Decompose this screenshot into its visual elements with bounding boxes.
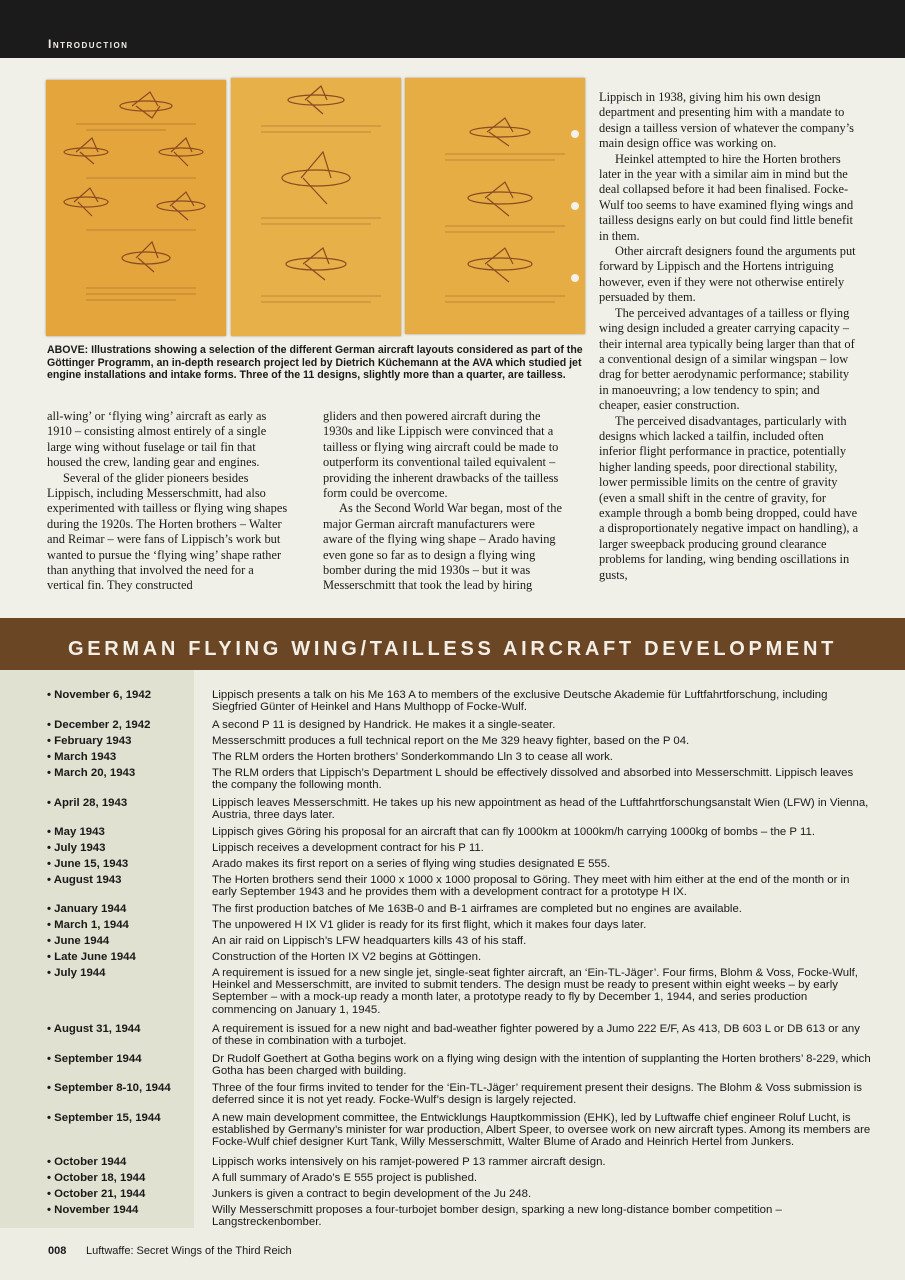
timeline-text: A second P 11 is designed by Handrick. He makes it a single-seater. xyxy=(212,719,556,731)
timeline-text: Three of the four firms invited to tender for the ‘Ein-TL-Jäger’ requirement present their designs. The Blohm & Voss submission is deferred since it is not yet ready. Focke-Wulf’s design is largely rejected. xyxy=(212,1082,862,1107)
timeline-text: Construction of the Horten IX V2 begins at Göttingen. xyxy=(212,951,482,963)
paragraph: The perceived advantages of a tailless or flying wing design included a greater carrying capacity – their internal area typically being larger than that of a conventional design of a similar wingspan – low drag for better aerodynamic performance; stability in manoeuvring; a low tendency to spin; and cheaper, easier construction. xyxy=(599,305,855,413)
timeline-text: A new main development committee, the Entwicklungs Hauptkommission (EHK), led by Luftwaffe chief engineer Roluf Lucht, is established by Germany’s minister for war production, Albert Speer, to oversee work on new aircraft types. Among its members are Focke-Wulf chief designer Kurt Tank, Willy Messerschmitt, Walter Blume of Arado and Heinrich Hertel from Junkers. xyxy=(212,1112,871,1149)
timeline-date: • May 1943 xyxy=(47,826,105,838)
timeline-text: Messerschmitt produces a full technical report on the Me 329 heavy fighter, based on the P 04. xyxy=(212,735,690,747)
timeline-date: • July 1943 xyxy=(47,842,106,854)
caption-text: Illustrations showing a selection of the different German aircraft layouts considered as part of the Göttinger Programm, an in-depth research project led by Dietrich Küchemann at the AVA which studied jet engine installations and intake forms. Three of the 11 designs, slightly more than a quarter, are tailless. xyxy=(47,344,583,382)
illustration-sheet-2 xyxy=(231,78,401,336)
timeline-text: Arado makes its first report on a series of flying wing studies designated E 555. xyxy=(212,858,611,870)
timeline-text: The first production batches of Me 163B-0 and B-1 airframes are completed but no engines are available. xyxy=(212,903,742,915)
article-column-2 xyxy=(323,409,567,594)
section-label: Introduction xyxy=(48,37,129,51)
timeline-text: The unpowered H IX V1 glider is ready for its first flight, which it makes four days later. xyxy=(212,919,647,931)
timeline-date: • September 15, 1944 xyxy=(47,1112,161,1124)
timeline-date: • June 1944 xyxy=(47,935,110,947)
timeline-text: Dr Rudolf Goethert at Gotha begins work on a flying wing design with the intention of supplanting the Horten brothers’ 8-229, which Gotha has been charged with building. xyxy=(212,1053,871,1078)
timeline-text: Lippisch gives Göring his proposal for an aircraft that can fly 1000km at 1000km/h carrying 1000kg of bombs – the P 11. xyxy=(212,826,815,838)
paragraph: Lippisch in 1938, giving him his own design department and presenting him with a mandate to design a tailless version of whatever the company’s main design office was working on. xyxy=(599,90,854,151)
illustration-sheet-3 xyxy=(405,78,585,334)
publication-title: Luftwaffe: Secret Wings of the Third Reich xyxy=(86,1245,292,1257)
timeline-date: • July 1944 xyxy=(47,967,106,979)
timeline-date: • October 18, 1944 xyxy=(47,1172,146,1184)
paragraph: The perceived disadvantages, particularly with designs which lacked a tailfin, included often inferior flight performance in practice, potentially higher landing speeds, poor directional stability, lower permissible limits on the centre of gravity (even a small shift in the centre of gravity, for example through a bomb being dropped, could have a disproportionately negative impact on handling), a larger sweepback producing ground clearance problems for landing, wing bending oscillations in gusts, xyxy=(599,413,859,582)
timeline-date: • Late June 1944 xyxy=(47,951,136,963)
timeline-date: • September 8-10, 1944 xyxy=(47,1082,171,1094)
timeline-text: Lippisch works intensively on his ramjet-powered P 13 rammer aircraft design. xyxy=(212,1156,606,1168)
figure-caption xyxy=(47,344,587,382)
timeline-text: A full summary of Arado’s E 555 project is published. xyxy=(212,1172,478,1184)
timeline-text: A requirement is issued for a new single jet, single-seat fighter aircraft, an ‘Ein-TL-Jäger’. Four firms, Blohm & Voss, Focke-Wulf, Heinkel and Messerschmitt, are invited to submit tenders. The design must be ready to present within eight weeks – by early September – with a mock-up ready a month later, a prototype ready to fly by December 1, 1944, and series production commencing on January 1, 1945. xyxy=(212,967,858,1016)
timeline-text: Lippisch receives a development contract for his P 11. xyxy=(212,842,484,854)
timeline-date: • October 21, 1944 xyxy=(47,1188,146,1200)
timeline-date: • February 1943 xyxy=(47,735,132,747)
paragraph: gliders and then powered aircraft during the 1930s and like Lippisch were convinced that a tailless or flying wing aircraft could be made to outperform its conventional tailed equivalent – providing the inherent drawbacks of the tailless form could be overcome. xyxy=(323,409,559,501)
aircraft-sketches-icon xyxy=(46,80,226,336)
timeline-date: • December 2, 1942 xyxy=(47,719,151,731)
timeline-date: • June 15, 1943 xyxy=(47,858,129,870)
timeline-text: An air raid on Lippisch’s LFW headquarters kills 43 of his staff. xyxy=(212,935,527,947)
timeline-text: Lippisch leaves Messerschmitt. He takes up his new appointment as head of the Luftfahrtforschungsanstalt Wien (LFW) in Vienna, Austria, three days later. xyxy=(212,797,869,822)
timeline-text: Willy Messerschmitt proposes a four-turbojet bomber design, sparking a new long-distance bomber competition – Langstreckenbomber. xyxy=(212,1204,782,1229)
timeline-text: Junkers is given a contract to begin development of the Ju 248. xyxy=(212,1188,532,1200)
article-column-3 xyxy=(599,90,861,583)
timeline-text: The RLM orders the Horten brothers’ Sonderkommando Lln 3 to cease all work. xyxy=(212,751,613,763)
article-column-1 xyxy=(47,409,291,594)
timeline-title: GERMAN FLYING WING/TAILLESS AIRCRAFT DEVELOPMENT xyxy=(67,638,838,660)
timeline-date: • March 20, 1943 xyxy=(47,767,136,779)
paragraph: Several of the glider pioneers besides Lippisch, including Messerschmitt, had also experimented with tailless or flying wing shapes during the 1920s. The Horten brothers – Walter and Reimar – were fans of Lippisch’s work but wanted to pursue the ‘flying wing’ shape rather than anything that involved the need for a vertical fin. They constructed xyxy=(47,470,288,593)
paragraph: Heinkel attempted to hire the Horten brothers later in the year with a similar aim in mind but the deal collapsed before it had been finalised. Focke-Wulf too seems to have examined flying wings and tailless designs early on but could find little benefit in them. xyxy=(599,151,854,243)
timeline-date: • April 28, 1943 xyxy=(47,797,128,809)
timeline-date: • October 1944 xyxy=(47,1156,127,1168)
paragraph: Other aircraft designers found the arguments put forward by Lippisch and the Hortens intriguing however, even if they were not otherwise entirely persuaded by them. xyxy=(599,244,856,305)
illustration-sheet-1 xyxy=(46,80,226,336)
timeline-text: The Horten brothers send their 1000 x 1000 x 1000 proposal to Göring. They meet with him either at the end of the month or in early September 1943 and he provides them with a development contract for a prototype H IX. xyxy=(212,874,850,899)
timeline-date: • August 31, 1944 xyxy=(47,1023,141,1035)
timeline-date: • August 1943 xyxy=(47,874,122,886)
paragraph: As the Second World War began, most of the major German aircraft manufacturers were aware of the flying wing shape – Arado having even gone so far as to design a flying wing bomber during the mid 1930s – but it was Messerschmitt that took the lead by hiring xyxy=(323,501,562,593)
caption-label: ABOVE: xyxy=(47,344,89,356)
header-bar xyxy=(0,0,905,58)
timeline-date: • March 1943 xyxy=(47,751,117,763)
timeline-date: • November 6, 1942 xyxy=(47,689,152,701)
timeline-text: A requirement is issued for a new night and bad-weather fighter powered by a Jumo 222 E/F, As 413, DB 603 L or DB 613 or any of these in combination with a turbojet. xyxy=(212,1023,860,1048)
timeline-date: • November 1944 xyxy=(47,1204,139,1216)
timeline-date: • September 1944 xyxy=(47,1053,142,1065)
timeline-date: • March 1, 1944 xyxy=(47,919,129,931)
aircraft-sketches-icon xyxy=(231,78,401,336)
timeline-text: The RLM orders that Lippisch’s Department L should be effectively dissolved and absorbed into Messerschmitt. Lippisch leaves the company the following month. xyxy=(212,767,854,792)
timeline-date: • January 1944 xyxy=(47,903,127,915)
aircraft-sketches-icon xyxy=(405,78,585,334)
page-number: 008 xyxy=(48,1245,67,1257)
timeline-text: Lippisch presents a talk on his Me 163 A to members of the exclusive Deutsche Akademie für Luftfahrtforschung, including Siegfried Günter of Heinkel and Hans Multhopp of Focke-Wulf. xyxy=(212,689,828,714)
paragraph: all-wing’ or ‘flying wing’ aircraft as early as 1910 – consisting almost entirely of a single large wing without fuselage or tail fin that housed the crew, landing gear and engines. xyxy=(47,409,267,470)
